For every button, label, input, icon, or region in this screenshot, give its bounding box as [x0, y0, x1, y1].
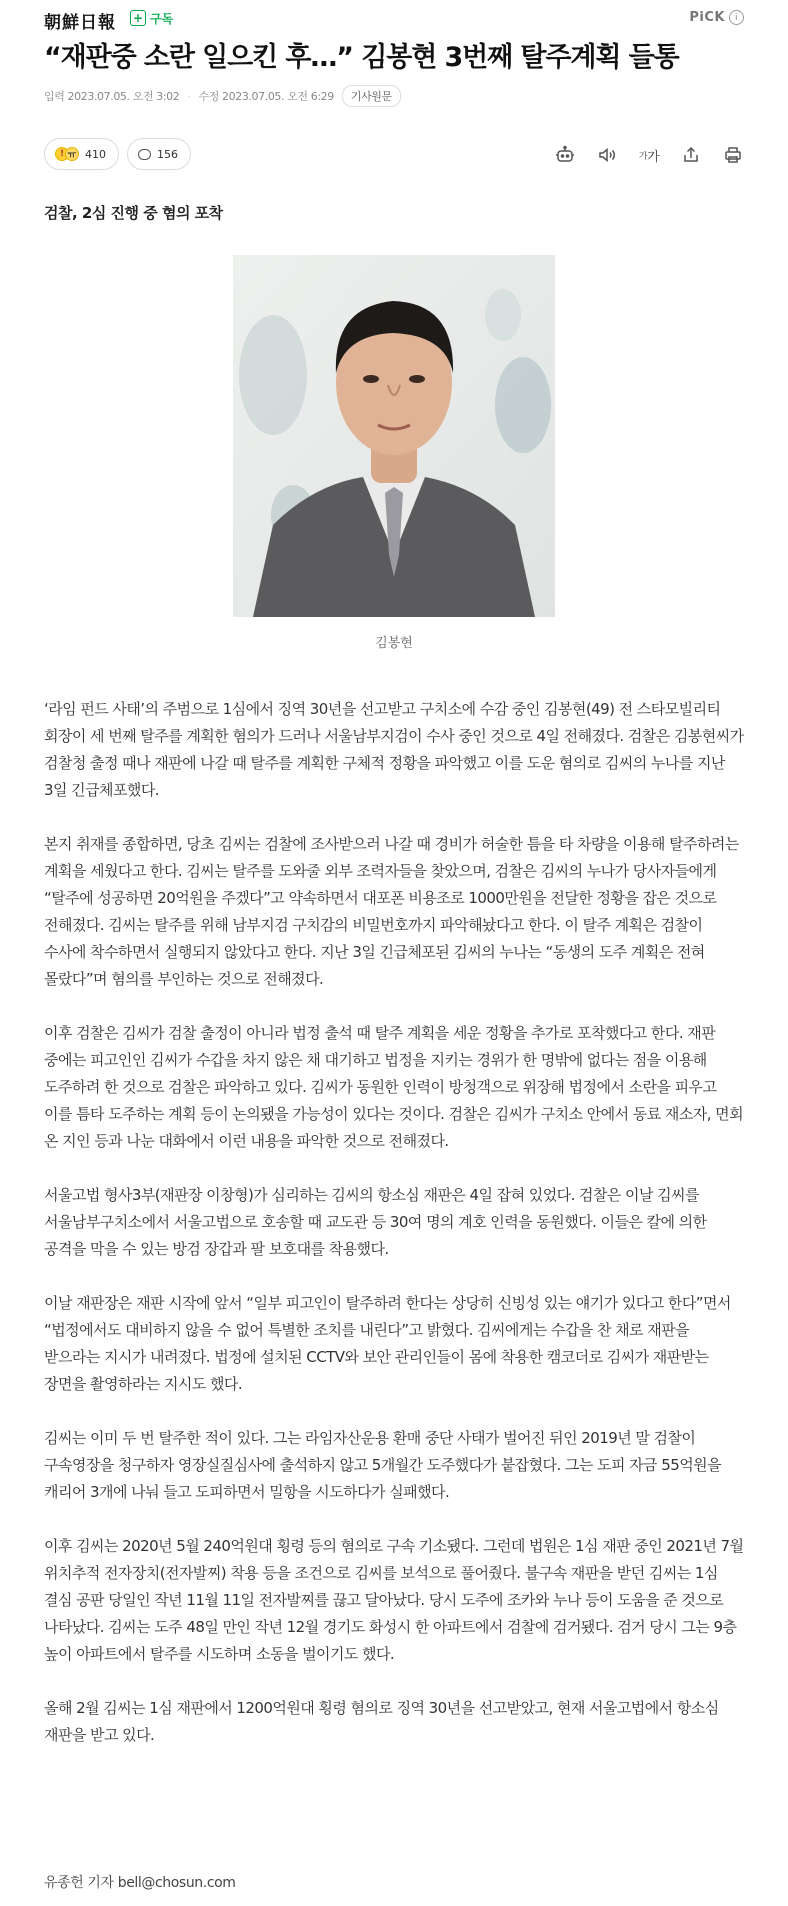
press-logo[interactable]: 朝鮮日報 [44, 13, 116, 33]
pick-button[interactable] [689, 10, 744, 25]
font-size-button[interactable] [638, 144, 660, 166]
portrait-image [233, 255, 555, 617]
subscribe-label: 구독 [150, 11, 174, 26]
comment-icon [138, 149, 151, 160]
reaction-count: 410 [85, 147, 106, 161]
article-paragraph: 본지 취재를 종합하면, 당초 김씨는 검찰에 조사받으러 나갈 때 경비가 허술한 틈을 타 차량을 이용해 탈주하려는 계획을 세웠다고 한다. 김씨는 탈주를 도와줄 외부 조력자들을 찾았으며, 검찰은 김씨의 누나가 당사자들에게 “탈주에 성공하면 20억원을 주겠다”고 약속하면서 대포폰 비용조로 1000만원을 전달한 정황을 잡은 것으로 전해졌다. 김씨는 탈주를 위해 남부지검 구치감의 비밀번호까지 파악해놨다고 한다. 이 탈주 계획은 검찰이 수사에 착수하면서 실행되지 않았다고 한다. 지난 3일 긴급체포된 김씨의 누나는 “동생의 도주 계획은 전혀 몰랐다”며 혐의를 부인하는 것으로 전해졌다. [44, 835, 739, 988]
article-body [44, 696, 744, 1776]
article-paragraph: 서울고법 형사3부(재판장 이창형)가 심리하는 김씨의 항소심 재판은 4일 잡혀 있었다. 검찰은 이날 김씨를 서울남부구치소에서 서울고법으로 호송할 때 교도관 등 30여 명의 계호 인력을 동원했다. 이들은 칼에 의한 공격을 막을 수 있는 방검 장갑과 팔 보호대를 착용했다. [44, 1186, 707, 1258]
reaction-bar [44, 138, 191, 172]
photo-caption: 김봉현 [375, 636, 413, 651]
reaction-button[interactable] [44, 138, 119, 170]
robot-icon [555, 145, 575, 165]
comment-button[interactable] [127, 138, 191, 170]
article-paragraph: ‘라임 펀드 사태’의 주범으로 1심에서 징역 30년을 선고받고 구치소에 수감 중인 김봉현(49) 전 스타모빌리티 회장이 세 번째 탈주를 계획한 혐의가 드러나 서울남부지검이 수사 중인 것으로 4일 전해졌다. 검찰은 김봉현씨가 검찰청 출정 때나 재판에 나갈 때 탈주를 계획한 구체적 정황을 파악했고 이를 도운 혐의로 김씨의 누나를 지난 3일 긴급체포했다. [44, 700, 744, 799]
article-paragraph: 이날 재판장은 재판 시작에 앞서 “일부 피고인이 탈주하려 한다는 상당히 신빙성 있는 얘기가 있다고 한다”면서 “법정에서도 대비하지 않을 수 없어 특별한 조치를 내린다”고 밝혔다. 김씨에게는 수갑을 찬 채로 재판을 받으라는 지시가 내려졌다. 법정에 설치된 CCTV와 보안 관리인들이 몸에 착용한 캠코더로 김씨가 재판받는 장면을 촬영하라는 지시도 했다. [44, 1294, 731, 1393]
top-bar [44, 6, 744, 32]
plus-icon: + [130, 10, 146, 26]
pick-label: PiCK [689, 10, 725, 25]
reaction-emoji-icons [55, 147, 79, 161]
print-button[interactable] [722, 144, 744, 166]
article-tools [554, 144, 744, 166]
article-headline: “재판중 소란 일으킨 후…” 김봉현 3번째 탈주계획 들통 [44, 42, 679, 73]
print-icon [723, 145, 743, 165]
article-paragraph: 김씨는 이미 두 번 탈주한 적이 있다. 그는 라임자산운용 환매 중단 사태가 벌어진 뒤인 2019년 말 검찰이 구속영장을 청구하자 영장실질심사에 출석하지 않고 5개월간 도주했다가 붙잡혔다. 그는 도피 자금 55억원을 캐리어 3개에 나눠 들고 도피하면서 밀항을 시도하다가 실패했다. [44, 1429, 722, 1501]
article-paragraph: 올해 2월 김씨는 1심 재판에서 1200억원대 횡령 혐의로 징역 30년을 선고받았고, 현재 서울고법에서 항소심 재판을 받고 있다. [44, 1699, 719, 1744]
sad-emoji-icon: ㅠ [65, 147, 79, 161]
modified-date: 수정 2023.07.05. 오전 6:29 [198, 90, 334, 103]
article-photo[interactable] [233, 255, 555, 617]
article-paragraph: 이후 김씨는 2020년 5월 240억원대 횡령 등의 혐의로 구속 기소됐다. 그런데 법원은 1심 재판 중인 2021년 7월 위치추적 전자장치(전자발찌) 착용 등을 조건으로 김씨를 보석으로 풀어줬다. 불구속 재판을 받던 김씨는 1심 결심 공판 당일인 작년 11월 11일 전자발찌를 끊고 달아났다. 당시 도주에 조카와 누나 등이 도움을 준 것으로 나타났다. 김씨는 도주 48일 만인 작년 12월 경기도 화성시 한 아파트에서 검찰에 검거됐다. 검거 당시 그는 9층 높이 아파트에서 탈주를 시도하며 소동을 벌이기도 했다. [44, 1537, 744, 1663]
reporter-byline[interactable]: 유종헌 기자 bell@chosun.com [44, 1875, 236, 1891]
published-date: 입력 2023.07.05. 오전 3:02 [44, 90, 180, 103]
original-article-button[interactable]: 기사원문 [342, 85, 401, 107]
font-size-small-label: 가 [638, 151, 648, 162]
speaker-icon [597, 145, 617, 165]
listen-button[interactable] [596, 144, 618, 166]
info-icon[interactable]: i [729, 10, 744, 25]
font-size-label: 가 [647, 149, 660, 165]
article-paragraph: 이후 검찰은 김씨가 검찰 출정이 아니라 법정 출석 때 탈주 계획을 세운 정황을 추가로 포착했다고 한다. 재판 중에는 피고인인 김씨가 수갑을 차지 않은 채 대기하고 법정을 지키는 경위가 한 명밖에 없다는 점을 이용해 도주하려 한 것으로 검찰은 파악하고 있다. 김씨가 동원한 인력이 방청객으로 위장해 법정에서 소란을 피우고 이를 틈타 도주하는 계획 등이 논의됐을 가능성이 있다는 것이다. 검찰은 김씨가 구치소 안에서 동료 재소자, 면회 온 지인 등과 나눈 대화에서 이런 내용을 파악한 것으로 전해졌다. [44, 1024, 744, 1150]
comment-count: 156 [157, 147, 178, 161]
share-icon [681, 145, 701, 165]
share-button[interactable] [680, 144, 702, 166]
surprised-emoji-icon: ! [55, 147, 69, 161]
article-dates [44, 86, 401, 106]
subscribe-button[interactable] [130, 8, 173, 28]
date-divider: · [187, 89, 191, 103]
article-summary: 검찰, 2심 진행 중 혐의 포착 [44, 204, 223, 222]
summary-robot-button[interactable] [554, 144, 576, 166]
